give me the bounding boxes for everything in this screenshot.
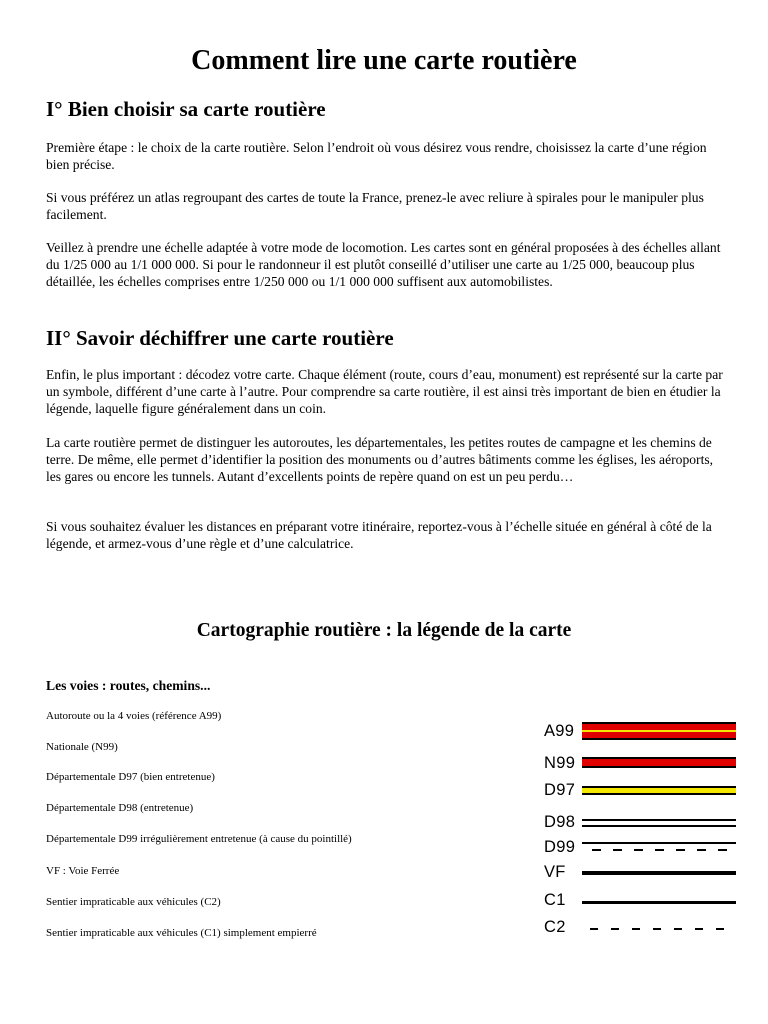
section2-paragraph-3: Si vous souhaitez évaluer les distances en préparant votre itinéraire, reportez-vous à l’échelle située en général à côté de la légende, et armez-vous d’une règle et d’une calculatrice. [46, 519, 712, 551]
section1-paragraph-2: Si vous préférez un atlas regroupant des cartes de toute la France, prenez-le avec reliure à spirales pour le manipuler plus facilement. [46, 190, 704, 222]
section1-paragraph-3: Veillez à prendre une échelle adaptée à votre mode de locomotion. Les cartes sont en général proposées à des échelles allant du 1/25 000 au 1/1 000 000. Si pour le randonneur il est plutôt conseillé d’utiliser une carte au 1/25 000, beaucoup plus détaillée, les échelles comprises entre 1/250 000 ou 1/1 000 000 suffisent aux automobilistes. [46, 240, 721, 289]
legend-code-c1: C1 [544, 891, 566, 909]
legend-code-vf: VF [544, 863, 566, 881]
legend-heading: Cartographie routière : la légende de la carte [196, 620, 572, 641]
legend-label-c2: Sentier impraticable aux véhicules (C1) simplement empierré [46, 927, 317, 939]
autoroute-red-band-bottom [582, 732, 736, 738]
legend-label-c1: Sentier impraticable aux véhicules (C2) [46, 896, 221, 908]
legend-code-a99: A99 [544, 722, 575, 740]
departementale-yellow-band [582, 788, 736, 793]
page-title: Comment lire une carte routière [191, 45, 577, 76]
section2-paragraph-1: Enfin, le plus important : décodez votre carte. Chaque élément (route, cours d’eau, monument) est représenté sur la carte par un symbole, différent d’une carte à l’autre. Pour comprendre sa carte routière, il est ainsi très important de bien en étudier la légende, laquelle figure généralement dans un coin. [46, 367, 723, 416]
legend-symbol-c2 [582, 924, 736, 934]
nationale-red-band [582, 759, 736, 766]
legend-code-c2: C2 [544, 918, 566, 936]
legend-label-n99: Nationale (N99) [46, 741, 118, 753]
section2-heading: II° Savoir déchiffrer une carte routière [46, 326, 394, 350]
autoroute-red-band-top [582, 724, 736, 730]
legend-label-d99: Départementale D99 irrégulièrement entretenue (à cause du pointillé) [46, 833, 352, 845]
legend-code-d99: D99 [544, 838, 576, 856]
legend-symbol-vf [582, 868, 736, 878]
legend-label-d97: Départementale D97 (bien entretenue) [46, 771, 215, 783]
section1-paragraph-1: Première étape : le choix de la carte routière. Selon l’endroit où vous désirez vous rendre, choisissez la carte d’une région bien précise. [46, 140, 707, 172]
legend-symbol-a99 [582, 721, 736, 741]
section1-heading: I° Bien choisir sa carte routière [46, 97, 326, 121]
legend-symbol-d98 [582, 817, 736, 829]
legend-code-n99: N99 [544, 754, 576, 772]
legend-code-d97: D97 [544, 781, 576, 799]
legend-subheading: Les voies : routes, chemins... [46, 678, 211, 693]
legend-symbol-c1 [582, 897, 736, 907]
legend-label-a99: Autoroute ou la 4 voies (référence A99) [46, 710, 222, 722]
legend-symbol-d99 [582, 840, 736, 854]
legend-symbol-n99 [582, 757, 736, 769]
legend-label-d98: Départementale D98 (entretenue) [46, 802, 194, 814]
section2-paragraph-2: La carte routière permet de distinguer les autoroutes, les départementales, les petites routes de campagne et les chemins de terre. De même, elle permet d’identifier la position des monuments ou d’autres bâtiments comme les églises, les aéroports, les gares ou encore les tunnels. Autant d’excellents points de repère quand on est un peu perdu… [46, 435, 714, 484]
legend-symbol-d97 [582, 785, 736, 797]
legend-label-vf: VF : Voie Ferrée [46, 865, 120, 877]
legend-code-d98: D98 [544, 813, 576, 831]
autoroute-yellow-band [582, 730, 736, 732]
